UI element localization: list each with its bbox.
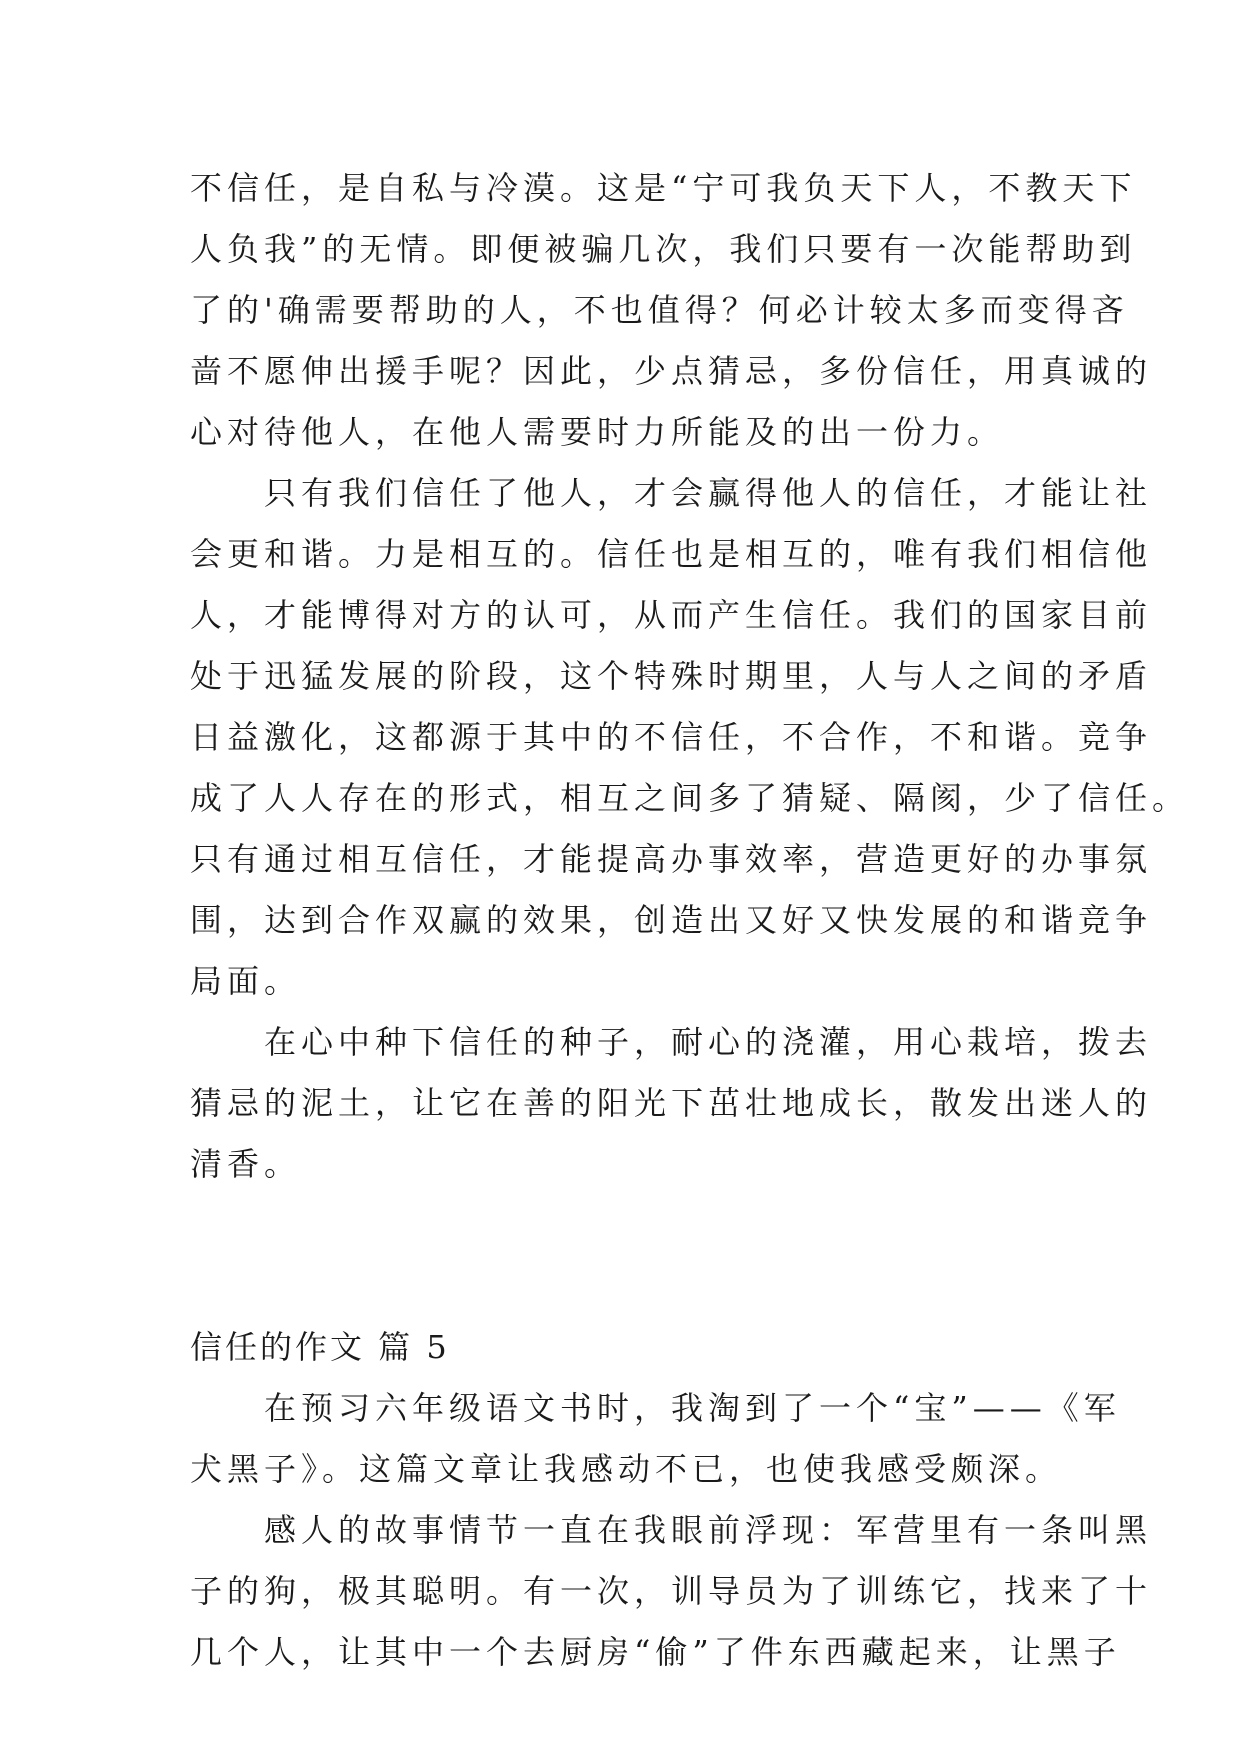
text-line: 会更和谐。力是相互的。信任也是相互的，唯有我们相信他 [190, 535, 1153, 573]
text-line: 心对待他人，在他人需要时力所能及的出一份力。 [190, 413, 1005, 451]
text-line: 子的狗，极其聪明。有一次，训导员为了训练它，找来了十 [190, 1572, 1153, 1610]
text-line: 啬不愿伸出援手呢？因此，少点猜忌，多份信任，用真诚的 [190, 352, 1153, 390]
document-body [190, 158, 1190, 1683]
text-line: 人，才能博得对方的认可，从而产生信任。我们的国家目前 [190, 596, 1153, 634]
text-line: 成了人人存在的形式，相互之间多了猜疑、隔阂，少了信任。 [190, 779, 1190, 817]
text-line: 只有通过相互信任，才能提高办事效率，营造更好的办事氛 [190, 840, 1153, 878]
text-line: 犬黑子》。这篇文章让我感动不已，也使我感受颇深。 [190, 1450, 1063, 1488]
text-line: 处于迅猛发展的阶段，这个特殊时期里，人与人之间的矛盾 [190, 657, 1153, 695]
section-spacer [190, 1195, 1062, 1317]
text-line: 了的'确需要帮助的人，不也值得？何必计较太多而变得吝 [190, 291, 1129, 329]
text-line: 围，达到合作双赢的效果，创造出又好又快发展的和谐竞争 [190, 901, 1153, 939]
text-line: 日益激化，这都源于其中的不信任，不合作，不和谐。竞争 [190, 718, 1153, 756]
text-line: 在预习六年级语文书时，我淘到了一个“宝”——《军 [190, 1389, 1121, 1427]
text-line: 在心中种下信任的种子，耐心的浇灌，用心栽培，拨去 [190, 1023, 1153, 1061]
text-line: 局面。 [190, 962, 302, 1000]
section-heading: 信任的作文 篇 5 [190, 1328, 450, 1366]
text-line: 只有我们信任了他人，才会赢得他人的信任，才能让社 [190, 474, 1153, 512]
text-line: 人负我”的无情。即便被骗几次，我们只要有一次能帮助到 [190, 230, 1137, 268]
text-line: 清香。 [190, 1145, 302, 1183]
text-line: 不信任，是自私与冷漠。这是“宁可我负天下人，不教天下 [190, 169, 1137, 207]
text-line: 猜忌的泥土，让它在善的阳光下茁壮地成长，散发出迷人的 [190, 1084, 1153, 1122]
text-line: 几个人，让其中一个去厨房“偷”了件东西藏起来，让黑子 [190, 1633, 1121, 1671]
text-line: 感人的故事情节一直在我眼前浮现：军营里有一条叫黑 [190, 1511, 1153, 1549]
